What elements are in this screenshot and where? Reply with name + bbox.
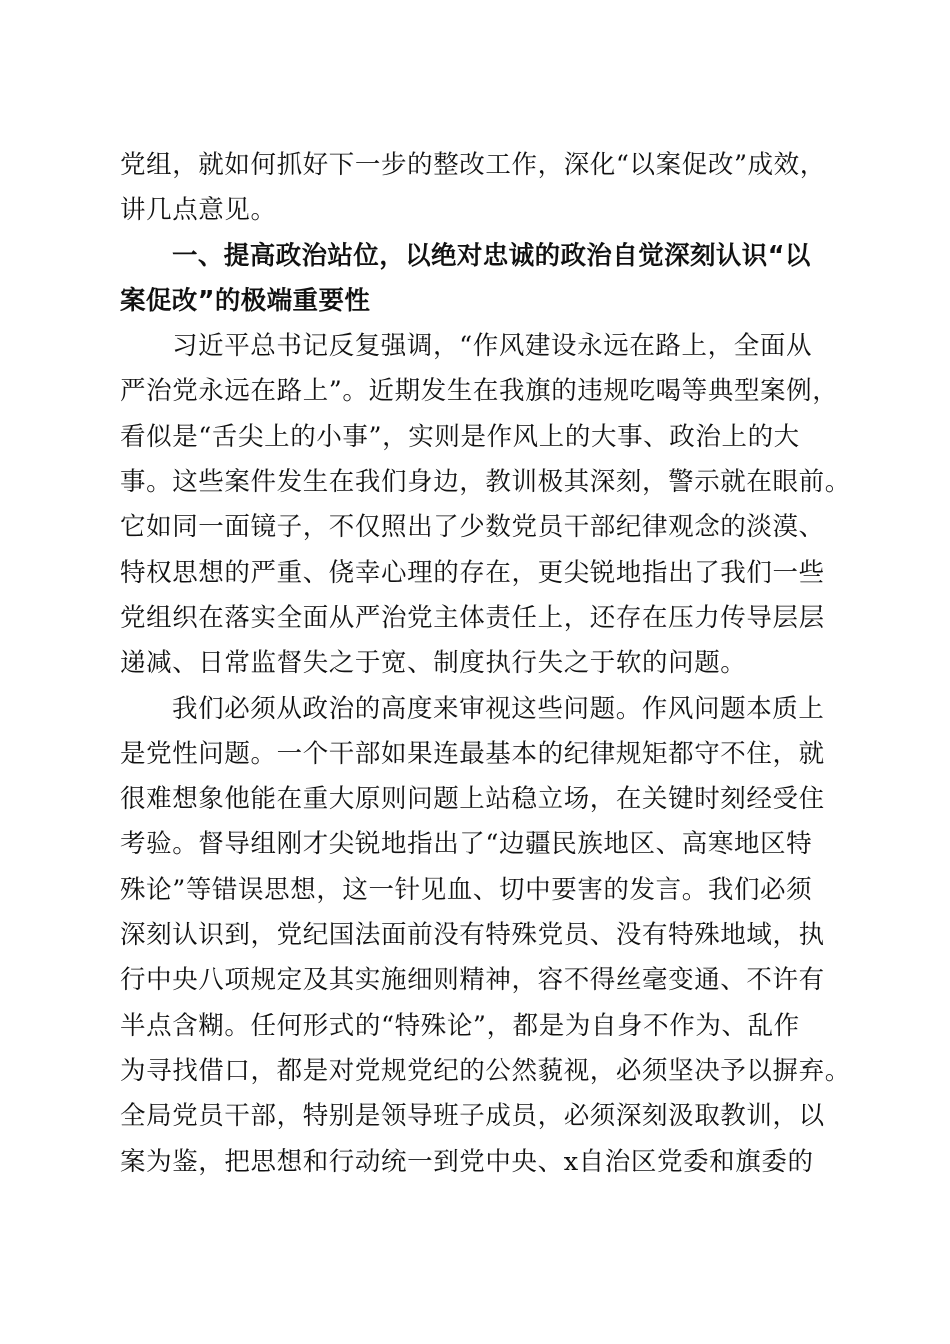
body-line: 案为鉴，把思想和行动统一到党中央、x自治区党委和旗委的 <box>120 1146 814 1177</box>
body-line: 很难想象他能在重大原则问题上站稳立场，在关键时刻经受住 <box>120 784 825 815</box>
body-line: 党组织在落实全面从严治党主体责任上，还存在压力传导层层 <box>120 602 825 633</box>
body-line: 全局党员干部，特别是领导班子成员，必须深刻汲取教训，以 <box>120 1101 825 1132</box>
body-line: 事。这些案件发生在我们身边，教训极其深刻，警示就在眼前。 <box>120 467 851 498</box>
document-body <box>120 143 851 1185</box>
body-line: 看似是“舌尖上的小事”，实则是作风上的大事、政治上的大 <box>120 421 800 452</box>
paragraph-first-line: 习近平总书记反复强调，“作风建设永远在路上，全面从 <box>172 331 813 362</box>
section-heading-line: 案促改”的极端重要性 <box>120 285 371 316</box>
section-heading-line: 一、提高政治站位，以绝对忠诚的政治自觉深刻认识“以 <box>172 240 811 271</box>
body-line: 深刻认识到，党纪国法面前没有特殊党员、没有特殊地域，执 <box>120 920 825 951</box>
body-line: 为寻找借口，都是对党规党纪的公然藐视，必须坚决予以摒弃。 <box>120 1055 851 1086</box>
body-line: 行中央八项规定及其实施细则精神，容不得丝毫变通、不许有 <box>120 965 825 996</box>
body-line: 半点含糊。任何形式的“特殊论”，都是为自身不作为、乱作 <box>120 1010 800 1041</box>
paragraph-first-line: 我们必须从政治的高度来审视这些问题。作风问题本质上 <box>172 693 825 724</box>
body-line: 它如同一面镜子，不仅照出了少数党员干部纪律观念的淡漠、 <box>120 512 825 543</box>
body-line: 严治党永远在路上”。近期发生在我旗的违规吃喝等典型案例， <box>120 376 839 407</box>
body-line: 党组，就如何抓好下一步的整改工作，深化“以案促改”成效， <box>120 150 826 180</box>
body-line: 递减、日常监督失之于宽、制度执行失之于软的问题。 <box>120 648 747 679</box>
body-line: 是党性问题。一个干部如果连最基本的纪律规矩都守不住，就 <box>120 738 825 769</box>
body-line: 特权思想的严重、侥幸心理的存在，更尖锐地指出了我们一些 <box>120 557 825 588</box>
body-line: 讲几点意见。 <box>120 195 277 226</box>
body-line: 殊论”等错误思想，这一针见血、切中要害的发言。我们必须 <box>120 874 813 905</box>
body-line: 考验。督导组刚才尖锐地指出了“边疆民族地区、高寒地区特 <box>120 829 813 860</box>
